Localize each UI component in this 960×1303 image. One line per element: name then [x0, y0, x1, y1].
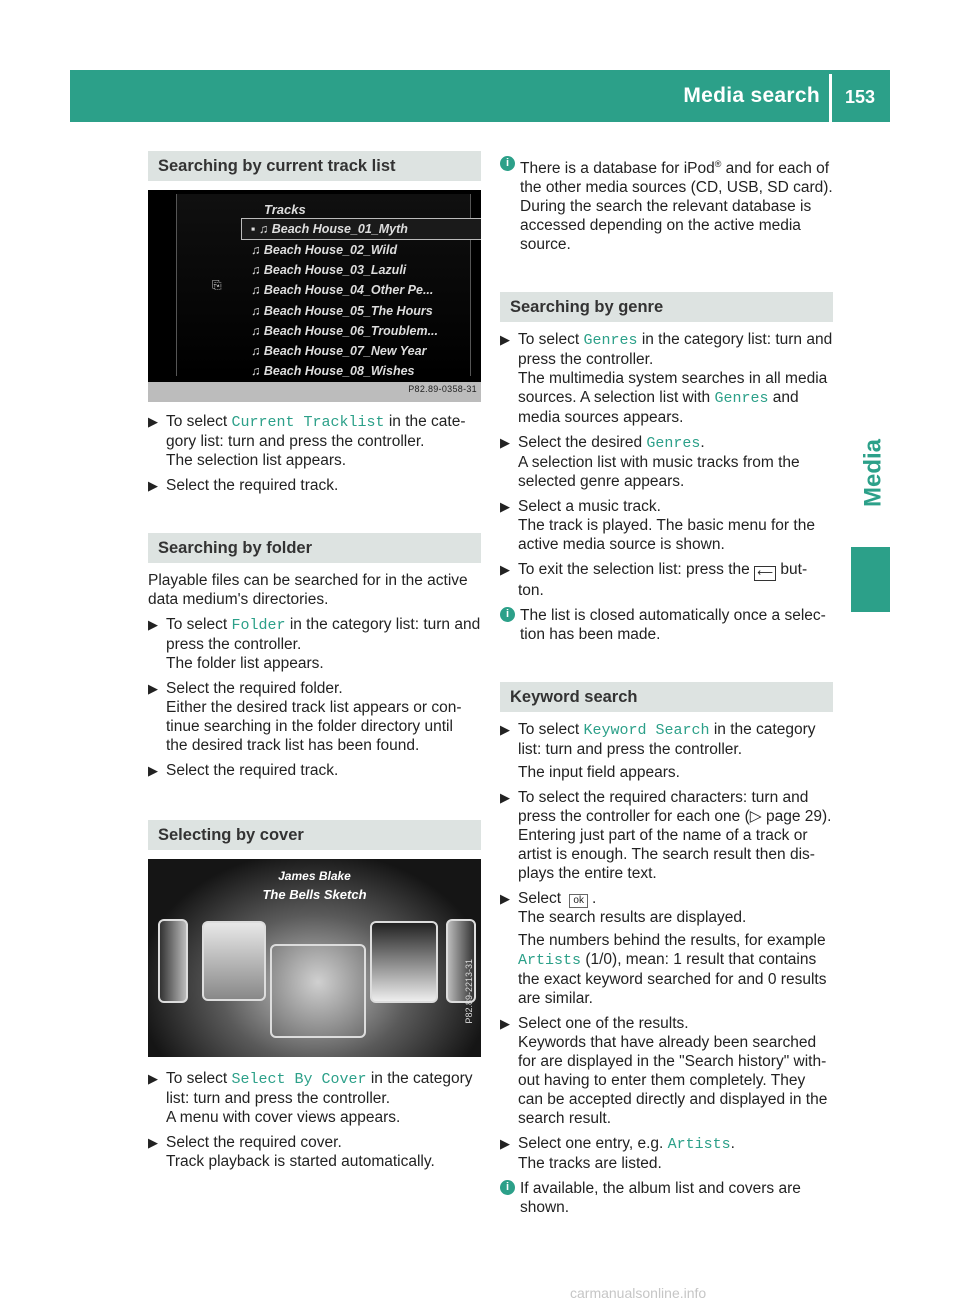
step-arrow-icon: ▶ — [148, 414, 158, 429]
step-arrow-icon: ▶ — [500, 1136, 510, 1152]
right-column — [500, 151, 833, 1217]
tracklist-screenshot — [148, 190, 481, 402]
instruction-step: ▶ Select the required folder. Either the desired track list appears or con- tinue searching in the folder directory until the desired track list has been found. — [148, 680, 462, 754]
step-arrow-icon: ▶ — [500, 891, 510, 907]
instruction-step: ▶ To select the required characters: turn and press the controller for each one (▷ page 29). Entering just part of the name of a track or artist is enough. The search result then dis- plays the entire text. — [500, 789, 832, 883]
instruction-step: ▶ Select one entry, e.g. Artists. The tracks are listed. — [500, 1135, 735, 1173]
step-arrow-icon: ▶ — [148, 478, 158, 493]
info-icon: i — [500, 1180, 515, 1195]
step-arrow-icon: ▶ — [500, 435, 510, 451]
tracklist-row: ♫ Beach House_06_Troublem... — [251, 324, 438, 338]
tracklist-row: ♫ Beach House_04_Other Pe... — [251, 283, 434, 297]
album-cover — [370, 921, 438, 1003]
folder-icon: ⎘ — [212, 278, 222, 292]
header-divider — [829, 74, 832, 122]
step-arrow-icon: ▶ — [500, 562, 510, 578]
instruction-step: ▶ To exit the selection list: press the ⟵ but- ton. — [500, 561, 808, 600]
section-title-folder: Searching by folder — [148, 533, 481, 563]
side-tab-label: Media — [859, 439, 887, 508]
step-arrow-icon: ▶ — [500, 332, 510, 348]
tracklist-title: Tracks — [264, 202, 306, 217]
step-arrow-icon: ▶ — [148, 1071, 158, 1086]
info-note: i The list is closed automatically once a selec- tion has been made. — [500, 606, 833, 644]
step-arrow-icon: ▶ — [500, 1016, 510, 1032]
tracklist-row: ▪ ♫ Beach House_01_Myth — [241, 218, 481, 240]
ok-key-icon: ok — [569, 894, 588, 908]
info-icon: i — [500, 607, 515, 622]
info-note: i There is a database for iPod® and for each of the other media sources (CD, USB, SD card). During the search the relevant database is accessed depending on the active media source. — [500, 155, 833, 254]
section-title-cover: Selecting by cover — [148, 820, 481, 850]
instruction-step: ▶ Select ok . The search results are displayed. The numbers behind the results, for example Artists (1/0), mean: 1 result that contains the exact keyword searched for and 0 results are similar. — [500, 890, 827, 1008]
step-arrow-icon: ▶ — [148, 617, 158, 632]
paragraph: Playable files can be searched for in the active data medium's directories. — [148, 572, 468, 608]
section-title-genre: Searching by genre — [500, 292, 833, 322]
instruction-step: ▶ Select one of the results. Keywords that have already been searched for are displayed in the "Search history" with- out having to enter them completely. They can be accepted directly and displayed in the search result. — [500, 1015, 828, 1128]
instruction-step: ▶ Select the desired Genres. A selection list with music tracks from the selected genre appears. — [500, 434, 800, 491]
tracklist-row: ♫ Beach House_05_The Hours — [251, 304, 433, 318]
step-arrow-icon: ▶ — [500, 790, 510, 806]
step-arrow-icon: ▶ — [148, 681, 158, 696]
section-title-track-list: Searching by current track list — [148, 151, 481, 181]
cover-album: The Bells Sketch — [262, 887, 367, 902]
instruction-step: ▶ Select the required cover. Track playback is started automatically. — [148, 1134, 435, 1170]
step-arrow-icon: ▶ — [148, 1135, 158, 1150]
side-tab-block — [851, 547, 890, 612]
screenshot-caption-bar — [148, 382, 481, 402]
step-arrow-icon: ▶ — [148, 763, 158, 778]
tracklist-panel — [176, 194, 471, 376]
section-title-keyword: Keyword search — [500, 682, 833, 712]
figure-code: P82.89-0358-31 — [408, 384, 477, 394]
info-icon: i — [500, 156, 515, 171]
tracklist-row: ♫ Beach House_03_Lazuli — [251, 263, 407, 277]
page-header-title: Media search — [683, 84, 820, 107]
info-note: i If available, the album list and covers are shown. — [500, 1179, 833, 1217]
album-cover — [202, 921, 266, 1001]
page-number: 153 — [845, 87, 876, 107]
cover-screenshot — [148, 859, 481, 1057]
instruction-step: ▶ Select a music track. The track is played. The basic menu for the active media source is shown. — [500, 498, 815, 554]
figure-code: P82.89-2213-31 — [464, 959, 474, 1024]
step-arrow-icon: ▶ — [500, 722, 510, 738]
instruction-step: ▶ To select Folder in the category list: turn and press the controller. The folder list appears. — [148, 616, 481, 672]
instruction-step: ▶ To select Current Tracklist in the cate- gory list: turn and press the controller. The selection list appears. — [148, 413, 466, 469]
album-cover — [158, 919, 188, 1003]
instruction-step: ▶ To select Keyword Search in the category list: turn and press the controller. The input field appears. — [500, 721, 816, 782]
tracklist-row: ♫ Beach House_07_New Year — [251, 344, 427, 358]
tracklist-row: ♫ Beach House_08_Wishes — [251, 364, 415, 378]
tracklist-row: ♫ Beach House_02_Wild — [251, 243, 398, 257]
back-button-icon: ⟵ — [754, 566, 776, 581]
instruction-step: ▶ Select the required track. — [148, 762, 339, 779]
footer-watermark: carmanualsonline.info — [570, 1285, 707, 1301]
left-column — [148, 151, 481, 1171]
instruction-step: ▶ To select Genres in the category list: turn and press the controller. The multimedia system searches in all media sources. A selection list with Genres and media sources appears. — [500, 331, 833, 427]
instruction-step: ▶ To select Select By Cover in the category list: turn and press the controller. A menu with cover views appears. — [148, 1070, 473, 1126]
step-arrow-icon: ▶ — [500, 499, 510, 515]
cover-artist: James Blake — [278, 869, 351, 883]
album-cover-selected — [270, 944, 366, 1038]
instruction-step: ▶ Select the required track. — [148, 477, 339, 494]
